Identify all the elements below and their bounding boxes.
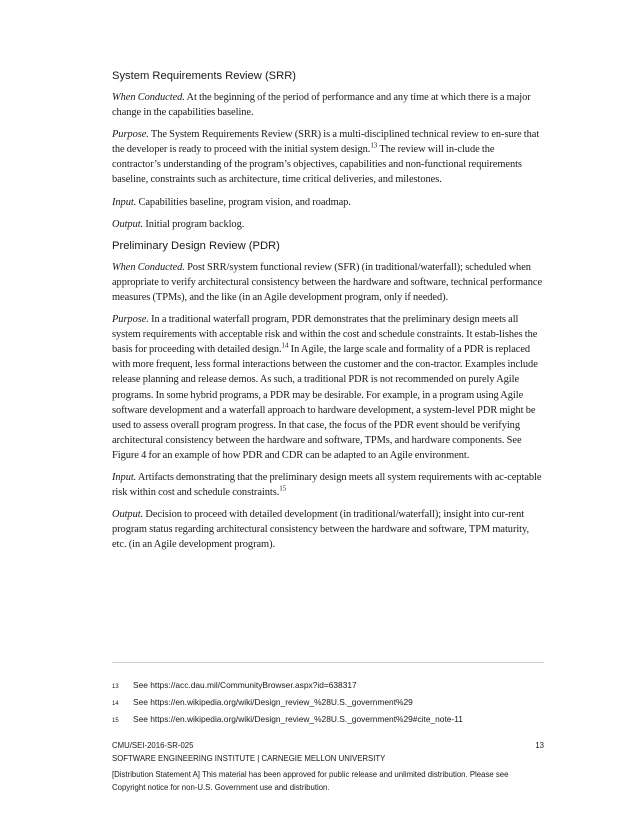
- page-footer: [112, 740, 544, 794]
- distribution-statement: [Distribution Statement A] This material has been approved for public release and unlimited distribution. Please see Copyright notice for non-U.S. Government use and distribution.: [112, 770, 509, 792]
- footnote-15: [112, 714, 544, 731]
- footnote-ref-13[interactable]: 13: [370, 141, 378, 150]
- pdr-purpose: Purpose. In a traditional waterfall program, PDR demonstrates that the preliminary design meets all system requirements with acceptable risk and within the cost and schedule constraints. It estab-lishes the basis for proceeding with detailed design.$^{14}$ In Agile, the large scale and formality of a PDR is replaced with more frequent, less formal interactions between the customer and the con-tractor. Examples include release planning and release demos. As such, a traditional PDR is not recommended on purely Agile programs. In some hybrid programs, a PDR may be desirable. For example, in a program using Agile software development and a waterfall approach to hardware development, a system-level PDR might be used to assess overall program progress. In that case, the focus of the PDR event should be verifying architectural consistency between the hardware and software, TPMs, and hardware components. See Figure 4 for an example of how PDR and CDR can be adapted to an Agile environment.: [112, 314, 538, 461]
- page-number: 13: [535, 741, 544, 750]
- footnote-divider: [112, 662, 544, 663]
- footnote-14: [112, 697, 544, 714]
- footnote-number: 15: [112, 718, 119, 724]
- footnote-ref-15[interactable]: 15: [279, 484, 287, 493]
- footnote-link[interactable]: See https://en.wikipedia.org/wiki/Design_review_%28U.S._government%29#cite_note-11: [133, 714, 463, 724]
- institute-name: SOFTWARE ENGINEERING INSTITUTE | CARNEGIE MELLON UNIVERSITY: [112, 753, 386, 763]
- srr-when-conducted: When Conducted. At the beginning of the period of performance and any time at which there is a major change in the capabilities baseline.: [112, 92, 531, 119]
- pdr-output: Output. Decision to proceed with detailed development (in traditional/waterfall); insight into cur-rent program status regarding architectural consistency between the hardware and software, TPM maturity, etc. (in an Agile development program).: [112, 509, 530, 551]
- report-id: CMU/SEI-2016-SR-025: [112, 741, 194, 750]
- footnote-13: [112, 680, 544, 697]
- pdr-when-conducted: When Conducted. Post SRR/system functional review (SFR) (in traditional/waterfall); scheduled when appropriate to verify architectural consistency between the hardware and software, technical performance measures (TPMs), and the like (in an Agile development program, only if needed).: [112, 261, 543, 303]
- srr-purpose: Purpose. The System Requirements Review (SRR) is a multi-disciplined technical review to en-sure that the developer is ready to proceed with the initial system design.$^{13}$ The review will in-clude the contractor’s understanding of the program’s objectives, capabilities and non-functional requirements baseline, constraints such as architecture, time critical deliveries, and milestones.: [112, 129, 540, 186]
- footnote-link[interactable]: See https://acc.dau.mil/CommunityBrowser.aspx?id=638317: [133, 680, 357, 690]
- main-content: [112, 69, 544, 559]
- footnotes: [112, 680, 544, 731]
- srr-output: Output. Initial program backlog.: [112, 218, 245, 230]
- footnote-number: 14: [112, 701, 119, 707]
- srr-heading: System Requirements Review (SRR): [112, 70, 297, 82]
- pdr-input: Input. Artifacts demonstrating that the preliminary design meets all system requirements with ac-ceptable risk within cost and schedule constraints.$^{15}$: [112, 471, 542, 499]
- footnote-ref-14[interactable]: 14: [281, 341, 289, 350]
- footnote-number: 13: [112, 684, 119, 690]
- footnote-link[interactable]: See https://en.wikipedia.org/wiki/Design_review_%28U.S._government%29: [133, 697, 413, 707]
- pdr-heading: Preliminary Design Review (PDR): [112, 239, 280, 252]
- srr-input: Input. Capabilities baseline, program vision, and roadmap.: [112, 196, 351, 208]
